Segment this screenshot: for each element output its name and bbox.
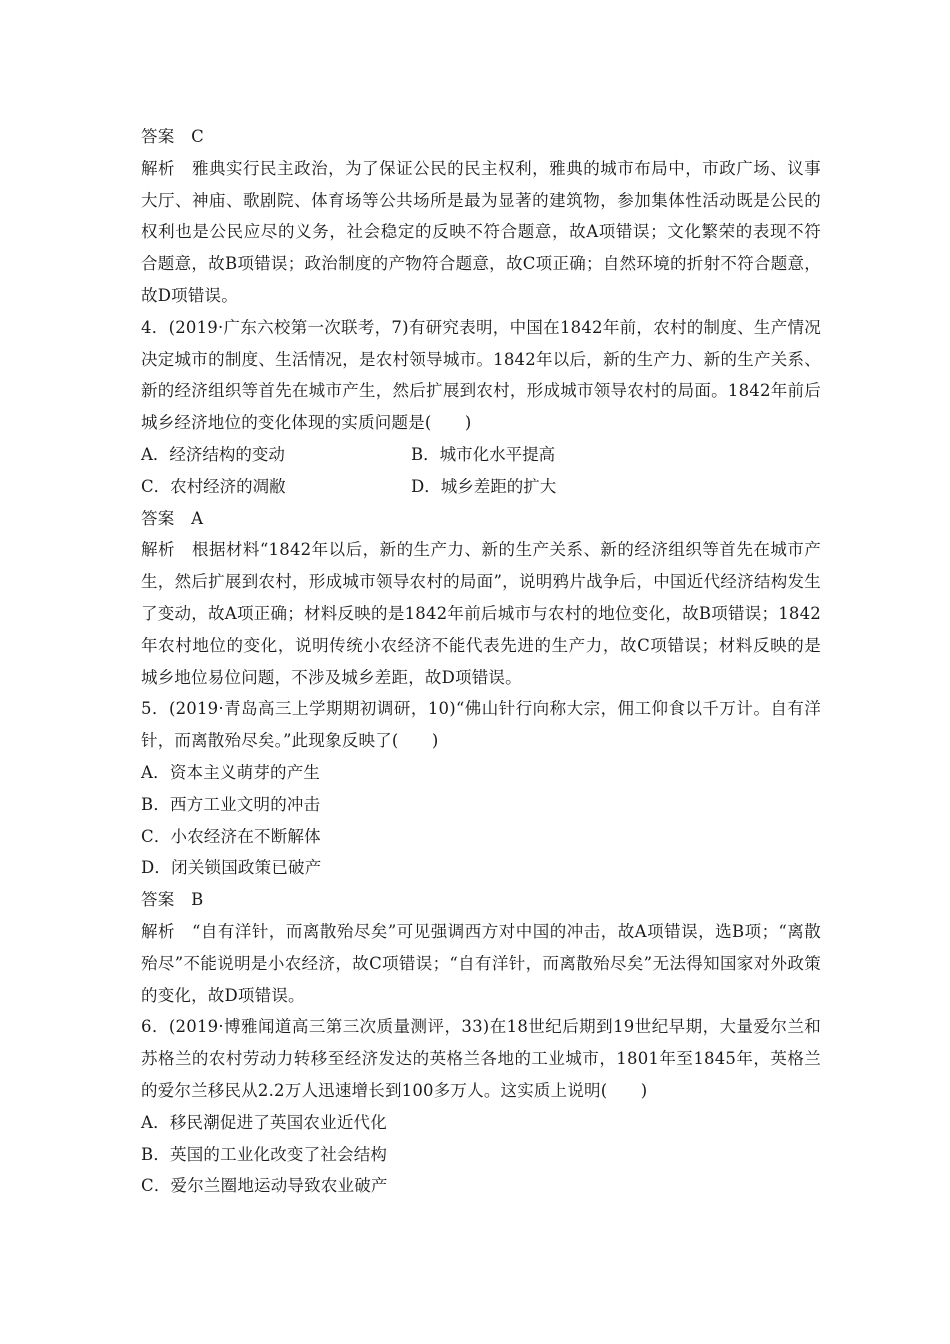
q6-option-a: A．移民潮促进了英国农业近代化	[141, 1112, 387, 1132]
q5-option-a: A．资本主义萌芽的产生	[141, 762, 321, 782]
q5-option-d: D．闭关锁国政策已破产	[141, 858, 322, 878]
q4-answer: 答案 A	[141, 508, 204, 528]
q5-analysis: 解析 “自有洋针，而离散殆尽矣”可见强调西方对中国的冲击，故A项错误，选B项；“离散殆尽”不能说明是小农经济，故C项错误；“自有洋针，而离散殆尽矣”无法得知国家对外政策的变化，故D项错误。	[141, 921, 821, 1005]
q4-options-row-2	[141, 471, 821, 503]
document-page	[141, 121, 821, 1202]
q6-stem: 6．(2019·博雅闻道高三第三次质量测评，33)在18世纪后期到19世纪早期，大量爱尔兰和苏格兰的农村劳动力转移至经济发达的英格兰各地的工业城市，1801年至1845年，英格兰的爱尔兰移民从2.2万人迅速增长到100多万人。这实质上说明( )	[141, 1017, 821, 1100]
q4-analysis: 解析 根据材料“1842年以后，新的生产力、新的生产关系、新的经济组织等首先在城市产生，然后扩展到农村，形成城市领导农村的局面”，说明鸦片战争后，中国近代经济结构发生了变动，故A项正确；材料反映的是1842年前后城市与农村的地位变化，故B项错误；1842年农村地位的变化，说明传统小农经济不能代表先进的生产力，故C项错误；材料反映的是城乡地位易位问题，不涉及城乡差距，故D项错误。	[141, 540, 821, 687]
q4-option-a: A．经济结构的变动	[141, 444, 285, 464]
q4-options-row-1	[141, 439, 821, 471]
q5-stem: 5．(2019·青岛高三上学期期初调研，10)“佛山针行向称大宗，佣工仰食以千万计。自有洋针，而离散殆尽矣。”此现象反映了( )	[141, 699, 821, 751]
q4-option-d: D．城乡差距的扩大	[411, 476, 557, 496]
q6-option-c: C．爱尔兰圈地运动导致农业破产	[141, 1176, 388, 1196]
q3-analysis: 解析 雅典实行民主政治，为了保证公民的民主权利，雅典的城市布局中，市政广场、议事大厅、神庙、歌剧院、体育场等公共场所是最为显著的建筑物，参加集体性活动既是公民的权利也是公民应尽的义务，社会稳定的反映不符合题意，故A项错误；文化繁荣的表现不符合题意，故B项错误；政治制度的产物符合题意，故C项正确；自然环境的折射不符合题意，故D项错误。	[141, 158, 821, 305]
q4-option-b: B．城市化水平提高	[411, 444, 556, 464]
q4-stem: 4．(2019·广东六校第一次联考，7)有研究表明，中国在1842年前，农村的制度、生产情况决定城市的制度、生活情况，是农村领导城市。1842年以后，新的生产力、新的生产关系、新的经济组织等首先在城市产生，然后扩展到农村，形成城市领导农村的局面。1842年前后城乡经济地位的变化体现的实质问题是( )	[141, 317, 821, 433]
q4-option-c: C．农村经济的凋敝	[141, 476, 286, 496]
q6-option-b: B．英国的工业化改变了社会结构	[141, 1144, 388, 1164]
q3-answer: 答案 C	[141, 127, 204, 146]
q5-answer: 答案 B	[141, 890, 204, 910]
q5-option-c: C．小农经济在不断解体	[141, 826, 321, 846]
q5-option-b: B．西方工业文明的冲击	[141, 794, 321, 814]
